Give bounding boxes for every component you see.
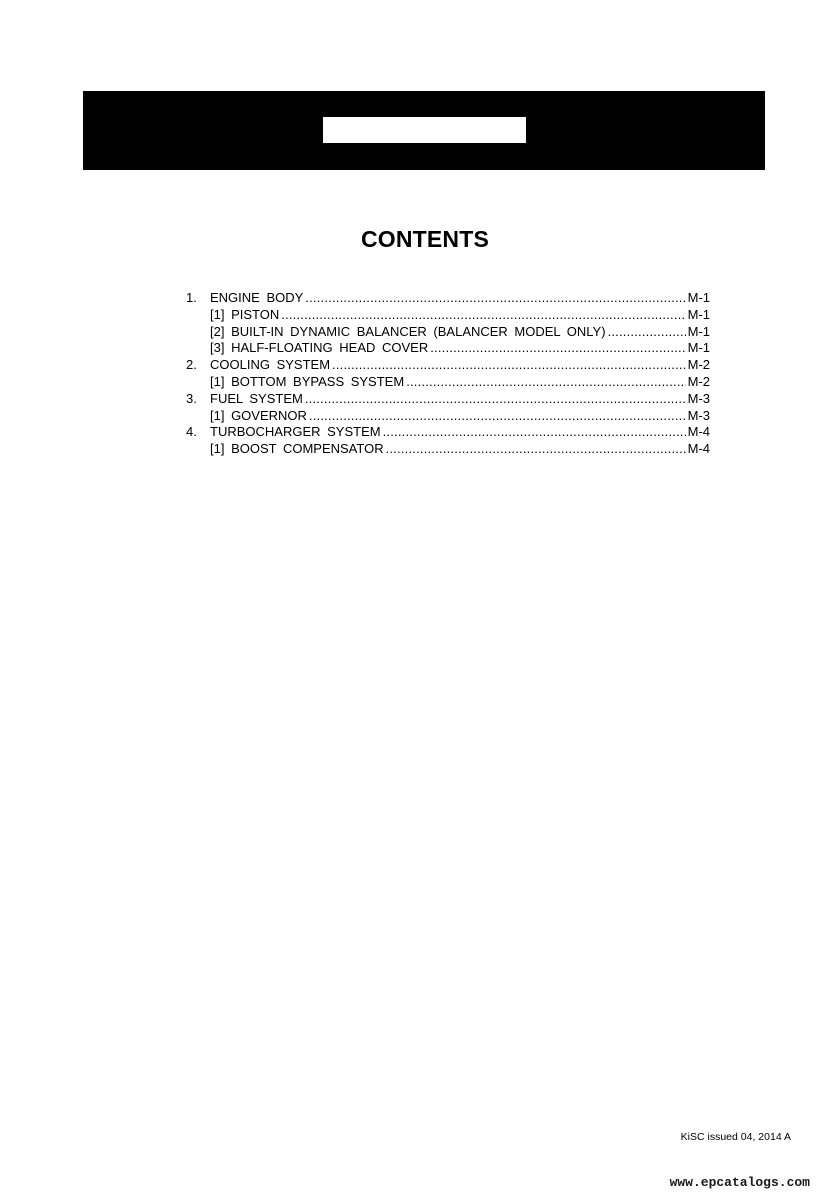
- toc-entry-label: [1] BOTTOM BYPASS SYSTEM: [210, 373, 405, 389]
- toc-dot-leader: [386, 441, 686, 458]
- website-watermark: www.epcatalogs.com: [669, 1175, 810, 1190]
- toc-entry-number: 4.: [186, 424, 197, 440]
- issue-note: KiSC issued 04, 2014 A: [680, 1131, 791, 1143]
- toc-entry-bypass-system[interactable]: [186, 374, 710, 391]
- toc-entry-label: [1] BOOST COMPENSATOR: [210, 441, 384, 457]
- toc-dot-leader: [305, 290, 685, 307]
- page-title: CONTENTS: [360, 226, 490, 252]
- toc-entry-number: 3.: [186, 390, 197, 406]
- toc-entry-label: TURBOCHARGER SYSTEM: [210, 424, 381, 440]
- toc-entry-number: 2.: [186, 357, 197, 373]
- toc-dot-leader: [406, 374, 685, 391]
- toc-entry-label: ENGINE BODY: [210, 290, 304, 305]
- toc-entry-number: 1.: [186, 290, 197, 305]
- toc-entry-page: M-1: [687, 290, 710, 305]
- toc-entry-page: M-3: [687, 390, 710, 406]
- toc-entry-fuel-system[interactable]: [186, 391, 710, 408]
- toc-entry-boost-compensator[interactable]: [186, 441, 710, 458]
- toc-entry-piston[interactable]: [186, 307, 710, 324]
- toc-entry-page: M-1: [687, 306, 710, 322]
- toc-dot-leader: [383, 424, 686, 441]
- toc-entry-label: [3] HALF-FLOATING HEAD COVER: [210, 340, 429, 356]
- header-band: [83, 91, 765, 170]
- toc-entry-page: M-4: [687, 424, 710, 440]
- toc-entry-page: M-1: [687, 323, 710, 339]
- toc-dot-leader: [281, 307, 685, 324]
- toc-entry-cooling-system[interactable]: [186, 357, 710, 374]
- toc-entry-page: M-3: [687, 407, 710, 423]
- toc-entry-governor[interactable]: [186, 408, 710, 425]
- toc-entry-label: [1] GOVERNOR: [210, 407, 307, 423]
- toc-entry-dynamic-balancer[interactable]: [186, 324, 710, 341]
- toc-dot-leader: [430, 340, 685, 357]
- toc-entry-head-cover[interactable]: [186, 340, 710, 357]
- toc-entry-engine-body[interactable]: [186, 290, 710, 307]
- toc-entry-page: M-2: [687, 373, 710, 389]
- toc-entry-label: [2] BUILT-IN DYNAMIC BALANCER (BALANCER MODEL ONLY): [210, 323, 606, 339]
- header-label-box: [323, 117, 526, 143]
- toc-dot-leader: [608, 324, 686, 341]
- toc-entry-page: M-2: [687, 357, 710, 373]
- toc-entry-label: FUEL SYSTEM: [210, 390, 303, 406]
- toc-dot-leader: [332, 357, 686, 374]
- toc-entry-label: [1] PISTON: [210, 306, 280, 322]
- toc-entry-page: M-1: [687, 340, 710, 356]
- toc-dot-leader: [305, 391, 686, 408]
- toc-entry-page: M-4: [687, 441, 710, 457]
- toc-entry-label: COOLING SYSTEM: [210, 357, 331, 373]
- toc-entry-turbocharger-system[interactable]: [186, 424, 710, 441]
- table-of-contents: [186, 290, 710, 458]
- toc-dot-leader: [309, 408, 686, 425]
